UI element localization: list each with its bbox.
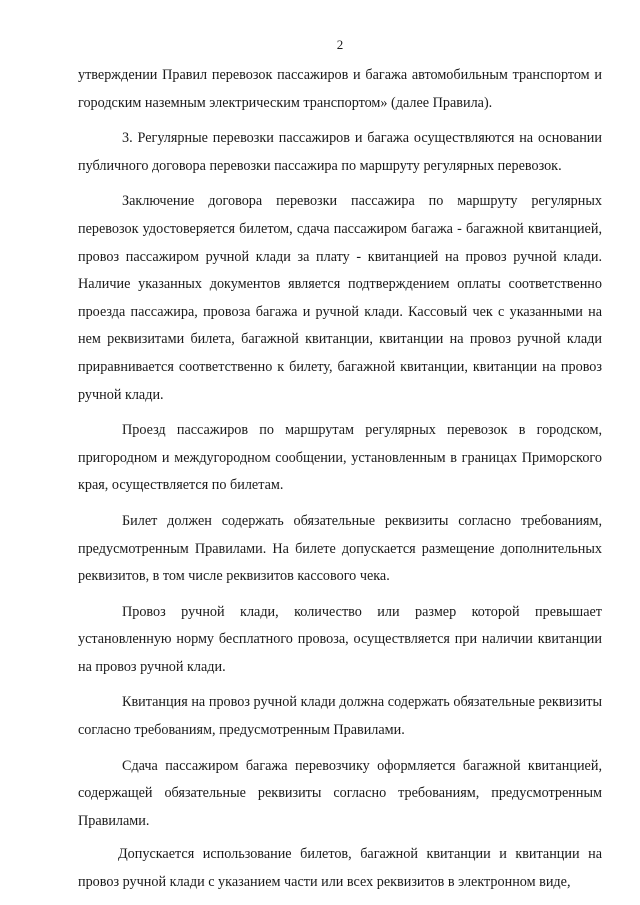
- paragraph-7: Квитанция на провоз ручной клади должна содержать обязательные реквизиты согласно требованиям, предусмотренным Правилами.: [78, 694, 602, 739]
- paragraph-1: утверждении Правил перевозок пассажиров и багажа автомобильным транспортом и городским наземным электрическим транспортом» (далее Правила).: [78, 67, 602, 111]
- paragraph-8: Сдача пассажиром багажа перевозчику оформляется багажной квитанцией, содержащей обязательные реквизиты согласно требованиям, предусмотренным Правилами.: [78, 757, 602, 829]
- paragraph-3: Заключение договора перевозки пассажира по маршруту регулярных перевозок удостоверяется билетом, сдача пассажиром багажа - багажной квитанцией, провоз пассажиром ручной клади за плату - квитанцией на провоз ручной клади. Наличие указанных документов является подтверждением оплаты соответственно проезда пассажира, провоза багажа и ручной клади. Кассовый чек с указанными на нем реквизитами билета, багажной квитанции, квитанции на провоз ручной клади приравнивается соответственно к билету, багажной квитанции, квитанции на провоз ручной клади.: [78, 193, 602, 403]
- paragraph-5: Билет должен содержать обязательные реквизиты согласно требованиям, предусмотренным Правилами. На билете допускается размещение дополнительных реквизитов, в том числе реквизитов кассового чека.: [78, 512, 602, 585]
- paragraph-6: Провоз ручной клади, количество или размер которой превышает установленную норму бесплатного провоза, осуществляется при наличии квитанции на провоз ручной клади.: [78, 603, 602, 675]
- paragraph-9: Допускается использование билетов, багажной квитанции и квитанции на провоз ручной клади с указанием части или всех реквизитов в электронном виде,: [78, 846, 602, 891]
- paragraph-2: 3. Регулярные перевозки пассажиров и багажа осуществляются на основании публичного договора перевозки пассажира по маршруту регулярных перевозок.: [78, 130, 602, 174]
- paragraph-4: Проезд пассажиров по маршрутам регулярных перевозок в городском, пригородном и междугородном сообщении, установленным в границах Приморского края, осуществляется по билетам.: [78, 422, 602, 494]
- document-body: [78, 62, 602, 897]
- page-number: 2: [336, 37, 344, 52]
